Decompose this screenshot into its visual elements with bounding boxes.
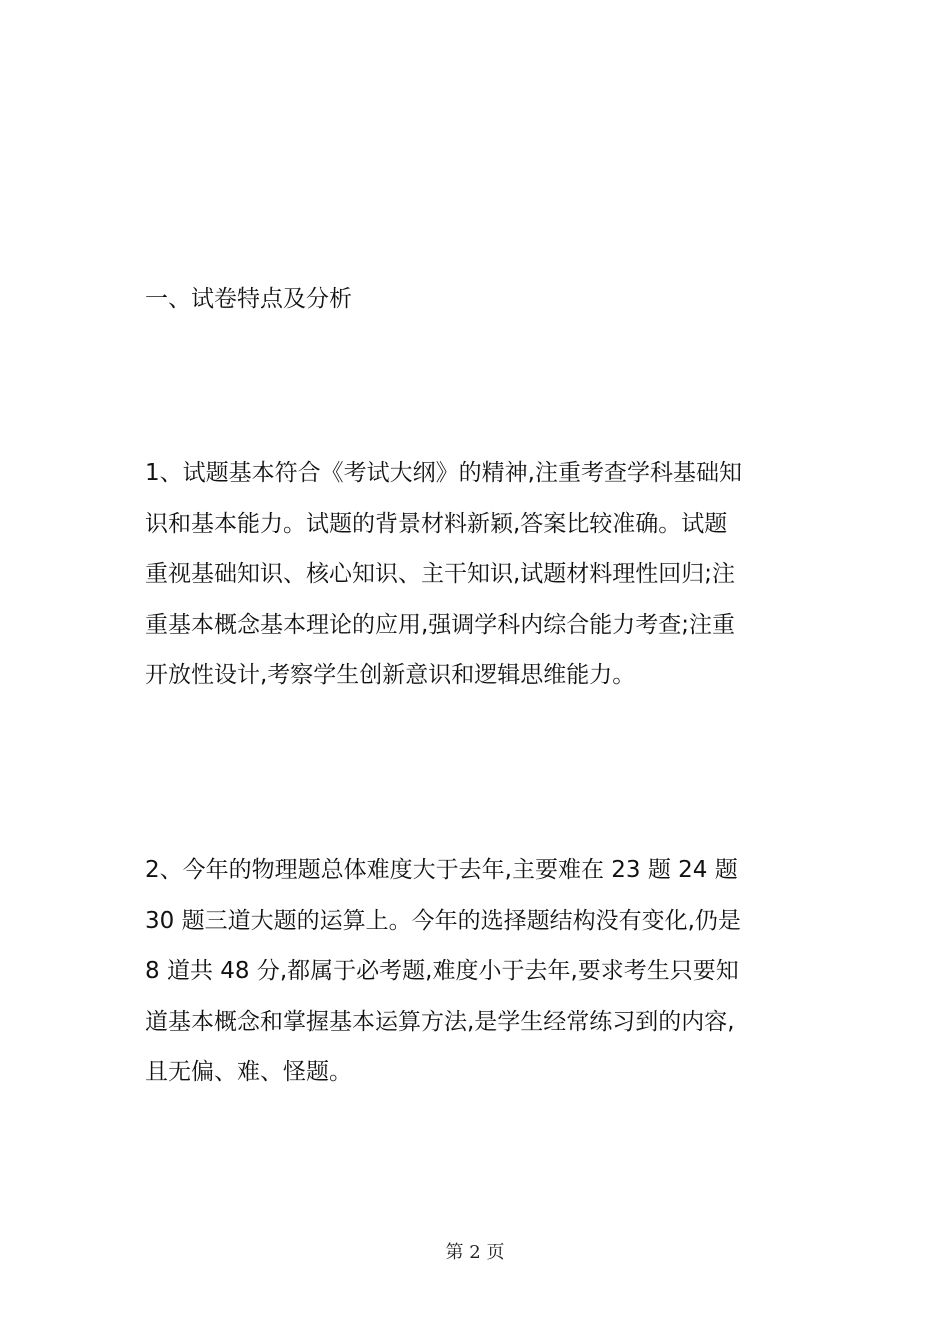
paragraph-line: 开放性设计,考察学生创新意识和逻辑思维能力。 [145,662,636,688]
section-heading: 一、试卷特点及分析 [145,286,352,312]
paragraph-line: 1、试题基本符合《考试大纲》的精神,注重考查学科基础知 [145,460,742,486]
paragraph-line: 30 题三道大题的运算上。今年的选择题结构没有变化,仍是 [145,907,741,934]
paragraph-line: 道基本概念和掌握基本运算方法,是学生经常练习到的内容, [145,1008,735,1035]
paragraph-2 [145,845,825,1098]
paragraph-line: 重基本概念基本理论的应用,强调学科内综合能力考查;注重 [145,611,736,638]
paragraph-line: 重视基础知识、核心知识、主干知识,试题材料理性回归;注 [145,561,736,587]
paragraph-line: 且无偏、难、怪题。 [145,1059,352,1085]
paragraph-line: 2、今年的物理题总体难度大于去年,主要难在 23 题 24 题 [145,857,738,883]
paragraph-1 [145,448,825,701]
paragraph-line: 8 道共 48 分,都属于必考题,难度小于去年,要求考生只要知 [145,958,739,984]
page-number: 第 2 页 [445,1242,505,1263]
paragraph-line: 识和基本能力。试题的背景材料新颖,答案比较准确。试题 [145,510,728,537]
